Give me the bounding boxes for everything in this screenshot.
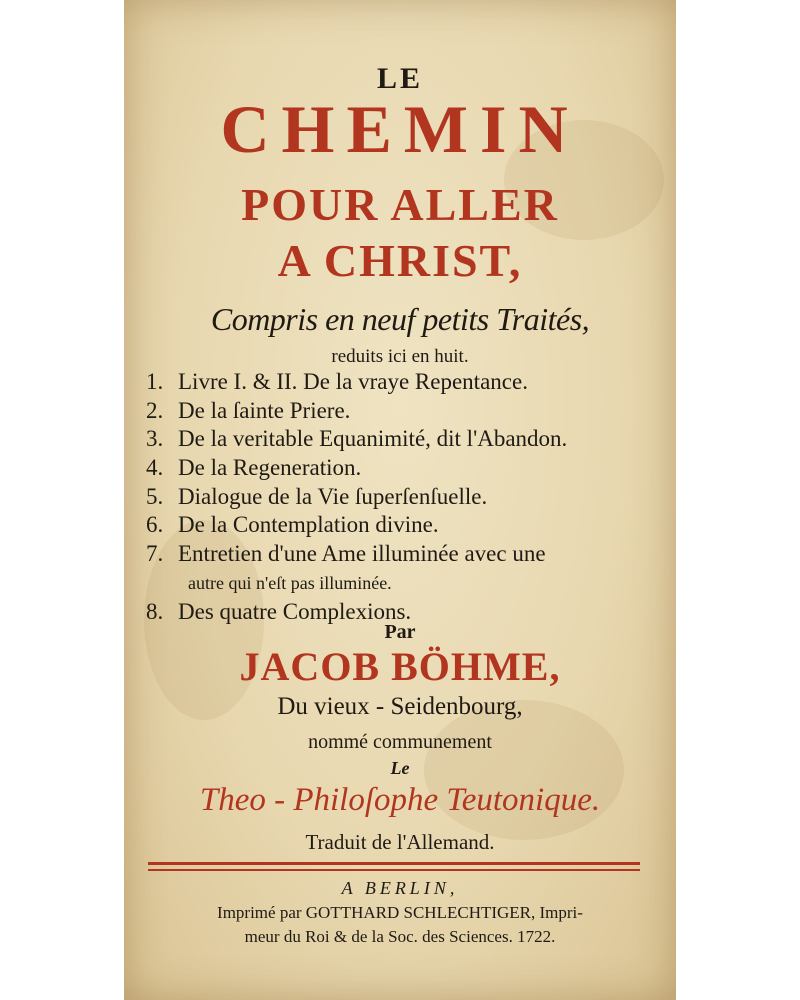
imprint-details: meur du Roi & de la Soc. des Sciences. 1722.	[244, 927, 556, 946]
contents-number: 3.	[146, 426, 164, 452]
contents-text: Des quatre Complexions.	[178, 598, 412, 624]
contents-list	[146, 368, 666, 626]
title-page	[124, 0, 676, 1000]
contents-text: De la ſainte Priere.	[178, 397, 351, 423]
contents-number: 5.	[146, 483, 164, 509]
contents-text: De la Regeneration.	[178, 455, 362, 481]
contents-text: Entretien d'une Ame illuminée avec une	[178, 541, 546, 567]
title-pour-aller: POUR ALLER	[241, 179, 559, 230]
contents-number: 1.	[146, 369, 164, 394]
contents-text: Livre I. & II. De la vraye Repentance.	[178, 369, 528, 394]
contents-text: De la Contemplation divine.	[178, 512, 439, 538]
imprint-printer: Imprimé par GOTTHARD SCHLECHTIGER, Impri-	[217, 903, 583, 922]
contents-item	[146, 397, 666, 426]
translation-note: Traduit de l'Allemand.	[305, 830, 495, 854]
author-nomme: nommé communement	[308, 731, 492, 753]
contents-number: 6.	[146, 512, 164, 538]
contents-text: autre qui n'eſt pas illuminée.	[188, 572, 392, 593]
contents-number: 8.	[146, 598, 164, 624]
subtitle-compris: Compris en neuf petits Traités,	[210, 301, 590, 337]
contents-number: 2.	[146, 397, 164, 423]
contents-text: Dialogue de la Vie ſuperſenſuelle.	[178, 483, 488, 509]
contents-item	[146, 540, 666, 569]
author-origin: Du vieux - Seidenbourg,	[277, 693, 523, 720]
epithet-article: Le	[390, 758, 410, 778]
divider-rule	[148, 862, 640, 865]
contents-item	[146, 511, 666, 540]
contents-text: De la veritable Equanimité, dit l'Abandon.	[178, 426, 568, 452]
author-name: JACOB BÖHME,	[239, 644, 561, 689]
contents-item	[146, 454, 666, 483]
divider-rule-thin	[148, 869, 640, 871]
title-a-christ: A CHRIST,	[277, 235, 523, 286]
contents-item-continuation	[146, 569, 666, 598]
contents-item	[146, 368, 666, 397]
byline-par: Par	[384, 621, 416, 643]
title-chemin: CHEMIN	[220, 91, 580, 167]
imprint-place: A BERLIN,	[341, 878, 459, 898]
contents-item	[146, 483, 666, 512]
contents-number: 7.	[146, 541, 164, 567]
subtitle-reduits: reduits ici en huit.	[331, 346, 469, 367]
title-le: LE	[376, 62, 424, 95]
contents-number: 4.	[146, 455, 164, 481]
contents-item	[146, 425, 666, 454]
author-epithet: Theo - Philoſophe Teutonique.	[199, 782, 601, 818]
